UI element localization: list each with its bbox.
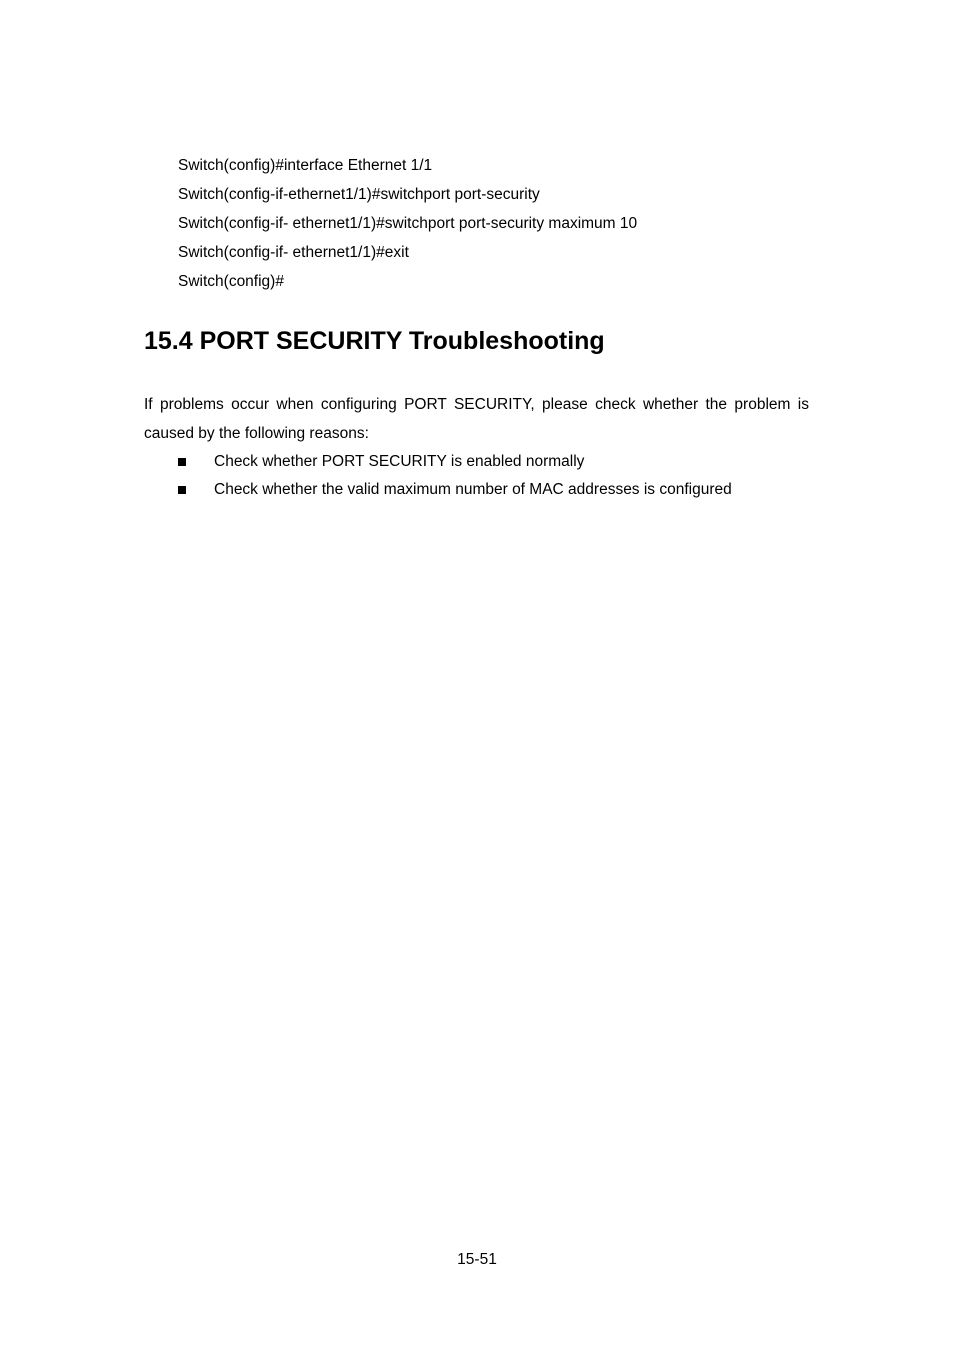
square-bullet-icon: [178, 458, 186, 466]
cli-line: Switch(config)#: [178, 273, 284, 290]
page-number: 15-51: [457, 1251, 497, 1268]
cli-example-block: [178, 151, 818, 296]
intro-paragraph: If problems occur when configuring PORT SECURITY, please check whether the problem is caused by the following reasons:: [144, 396, 809, 442]
list-item: [178, 448, 818, 476]
cli-line: Switch(config)#interface Ethernet 1/1: [178, 157, 433, 174]
list-item-text: Check whether PORT SECURITY is enabled normally: [214, 453, 585, 470]
cli-line: Switch(config-if- ethernet1/1)#switchport port-security maximum 10: [178, 215, 638, 232]
square-bullet-icon: [178, 486, 186, 494]
list-item: [178, 476, 818, 504]
cli-line: Switch(config-if- ethernet1/1)#exit: [178, 244, 409, 261]
list-item-text: Check whether the valid maximum number of MAC addresses is configured: [214, 481, 732, 498]
cli-line: Switch(config-if-ethernet1/1)#switchport port-security: [178, 186, 540, 203]
section-heading: 15.4 PORT SECURITY Troubleshooting: [144, 327, 605, 355]
troubleshooting-list: [178, 448, 818, 504]
